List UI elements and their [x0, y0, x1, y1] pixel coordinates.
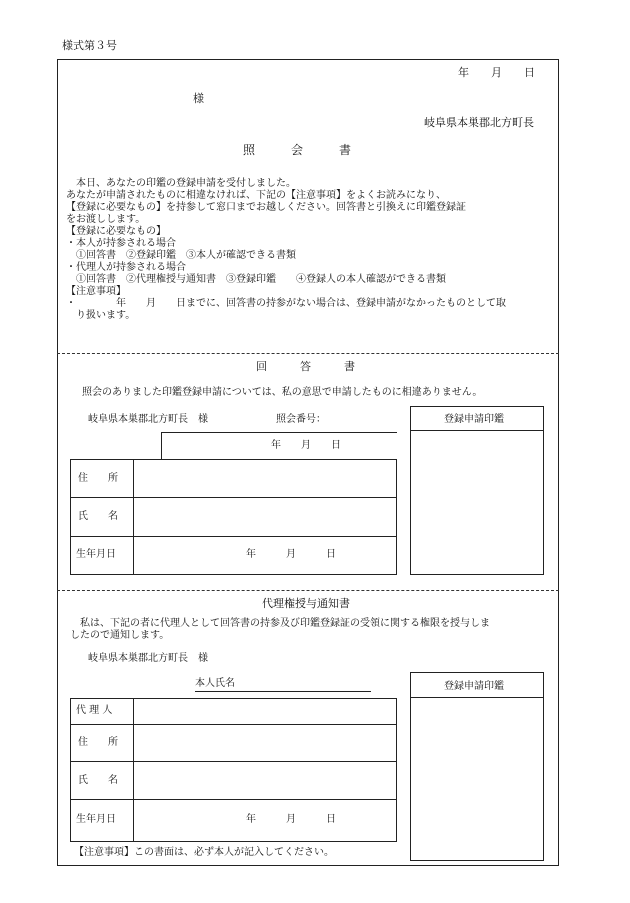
principal-underline: [195, 691, 371, 692]
inquiry-line: ・ 年 月 日までに、回答書の持参がない場合は、登録申請がなかったものとして取: [66, 298, 506, 309]
table-line: [70, 724, 397, 725]
inquiry-date: 年 月 日: [458, 66, 535, 79]
inquiry-line: あなたが申請されたものに相違なければ、下記の【注意事項】をよくお読みになり、: [66, 190, 446, 201]
cut-line: [57, 590, 559, 591]
agent-label: 代 理 人: [76, 705, 113, 716]
seal-box: [410, 406, 544, 575]
reply-addressee: 岐阜県本巣郡北方町長 様: [88, 414, 208, 425]
inquiry-line: 【注意事項】: [66, 286, 126, 297]
proxy-note: 【注意事項】この書面は、必ず本人が記入してください。: [74, 847, 334, 858]
table-line: [70, 497, 397, 498]
proxy-title: 代理権授与通知書: [262, 597, 350, 610]
table-line: [70, 536, 397, 537]
principal-name-field: [195, 678, 371, 690]
birth-label: 生年月日: [76, 549, 116, 560]
address-label: 住 所: [78, 473, 118, 484]
proxy-name-label: 氏 名: [78, 775, 118, 786]
table-line: [133, 459, 134, 575]
reference-number-label: 照会番号：: [276, 414, 326, 425]
proxy-seal-label: 登録申請印鑑: [444, 681, 504, 692]
form-number: 様式第３号: [62, 39, 117, 52]
sender-name: 岐阜県本巣郡北方町長: [424, 116, 534, 129]
seal-box-divider: [410, 697, 544, 698]
birth-value: 年 月 日: [246, 549, 336, 560]
proxy-body: [70, 618, 490, 642]
addressee-suffix: 様: [193, 92, 204, 105]
proxy-seal-box: [410, 672, 544, 861]
cut-line: [57, 353, 559, 354]
table-line: [70, 761, 397, 762]
proxy-address-label: 住 所: [78, 737, 118, 748]
inquiry-line: ・代理人が持参される場合: [66, 262, 186, 273]
proxy-line: 私は、下記の者に代理人として回答書の持参及び印鑑登録証の受領に関する権限を授与しま: [70, 618, 490, 629]
inquiry-line: をお渡しします。: [66, 214, 146, 225]
inquiry-line: ・本人が持参される場合: [66, 238, 176, 249]
inquiry-line: 【登録に必要なもの】を持参して窓口までお越しください。回答書と引換えに印鑑登録証: [66, 202, 466, 213]
proxy-birth-label: 生年月日: [76, 814, 116, 825]
reply-date: 年 月 日: [271, 440, 341, 451]
reply-title: 回 答 書: [256, 360, 355, 373]
reply-table: [70, 459, 397, 575]
table-line: [133, 698, 134, 842]
proxy-addressee: 岐阜県本巣郡北方町長 様: [88, 653, 208, 664]
table-line: [161, 432, 397, 433]
seal-label: 登録申請印鑑: [444, 414, 504, 425]
inquiry-line: 【登録に必要なもの】: [66, 226, 166, 237]
reply-statement: 照会のありました印鑑登録申請については、私の意思で申請したものに相違ありません。: [82, 387, 483, 398]
inquiry-line: り扱います。: [66, 310, 136, 321]
proxy-birth-value: 年 月 日: [246, 814, 336, 825]
table-line: [161, 432, 162, 459]
inquiry-body: [66, 178, 506, 322]
principal-label: 本人氏名: [195, 678, 235, 689]
table-line: [70, 799, 397, 800]
inquiry-line: 本日、あなたの印鑑の登録申請を受付しました。: [66, 178, 296, 189]
inquiry-title: 照 会 書: [243, 143, 352, 157]
proxy-table: [70, 698, 397, 842]
name-label: 氏 名: [78, 511, 118, 522]
inquiry-line: ①回答書 ②代理権授与通知書 ③登録印鑑 ④登録人の本人確認ができる書類: [66, 274, 446, 285]
seal-box-divider: [410, 430, 544, 431]
inquiry-line: ①回答書 ②登録印鑑 ③本人が確認できる書類: [66, 250, 296, 261]
proxy-line: したので通知します。: [70, 630, 170, 641]
